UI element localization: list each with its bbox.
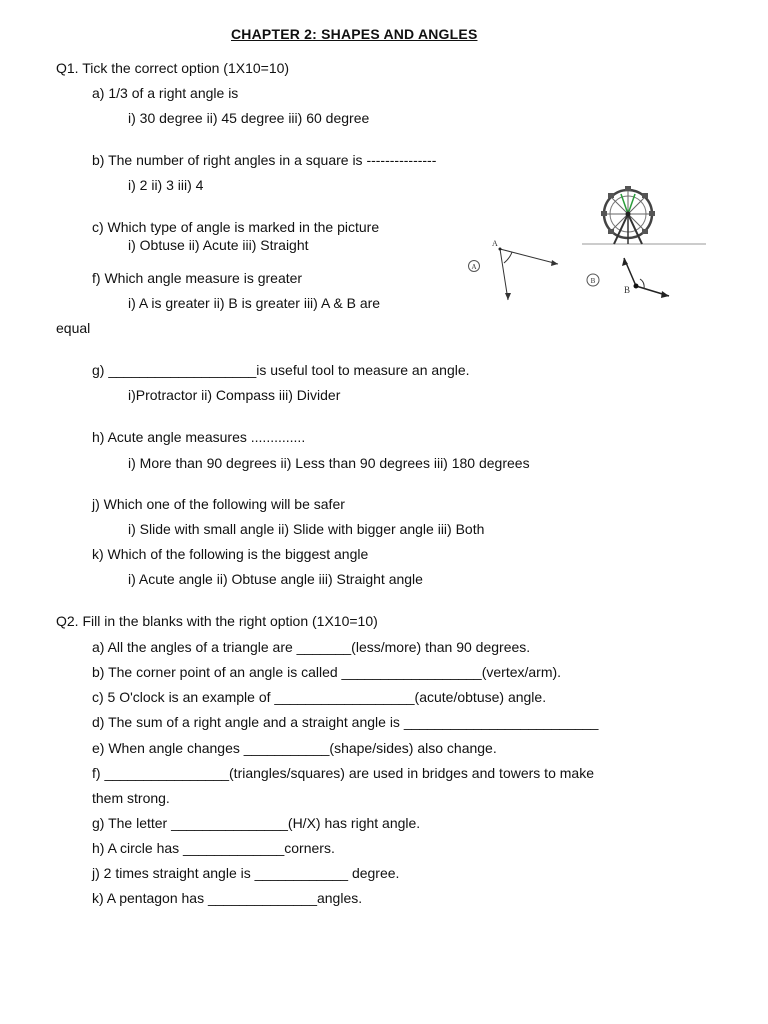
q1-j-options: i) Slide with small angle ii) Slide with bigger angle iii) Both — [128, 521, 485, 537]
q1-b-options: i) 2 ii) 3 iii) 4 — [128, 177, 204, 193]
q2-f-cont: them strong. — [92, 790, 170, 806]
q2-a: a) All the angles of a triangle are _______(less/more) than 90 degrees. — [92, 639, 531, 655]
q1-b-question: b) The number of right angles in a square is --------------- — [92, 152, 437, 168]
q1-h-question: h) Acute angle measures .............. — [92, 429, 306, 445]
q1-a-question: a) 1/3 of a right angle is — [92, 85, 239, 101]
q2-e: e) When angle changes ___________(shape/sides) also change. — [92, 740, 497, 756]
q1-k-question: k) Which of the following is the biggest angle — [92, 546, 369, 562]
angle-a-figure — [464, 236, 564, 306]
q2-f: f) ________________(triangles/squares) are used in bridges and towers to make — [92, 765, 594, 781]
q1-f-options-cont: equal — [56, 320, 91, 336]
q1-h-options: i) More than 90 degrees ii) Less than 90 degrees iii) 180 degrees — [128, 455, 530, 471]
q2-heading: Q2. Fill in the blanks with the right option (1X10=10) — [56, 613, 378, 629]
q1-k-options: i) Acute angle ii) Obtuse angle iii) Straight angle — [128, 571, 423, 587]
page-title: CHAPTER 2: SHAPES AND ANGLES — [231, 26, 478, 42]
q1-j-question: j) Which one of the following will be safer — [92, 496, 345, 512]
q1-heading: Q1. Tick the correct option (1X10=10) — [56, 60, 290, 76]
q2-c: c) 5 O'clock is an example of __________________(acute/obtuse) angle. — [92, 689, 547, 705]
q2-j: j) 2 times straight angle is ____________ degree. — [92, 865, 400, 881]
q1-g-question: g) ___________________is useful tool to measure an angle. — [92, 362, 470, 378]
q2-k: k) A pentagon has ______________angles. — [92, 890, 363, 906]
q2-d: d) The sum of a right angle and a straight angle is _________________________ — [92, 714, 599, 730]
q1-f-question: f) Which angle measure is greater — [92, 270, 303, 286]
q1-c-options: i) Obtuse ii) Acute iii) Straight — [128, 237, 309, 253]
ferris-wheel-figure — [582, 184, 706, 248]
angle-a-circle-label: A — [471, 263, 477, 271]
q1-a-options: i) 30 degree ii) 45 degree iii) 60 degree — [128, 110, 370, 126]
q2-g: g) The letter _______________(H/X) has right angle. — [92, 815, 421, 831]
angle-b-figure — [584, 254, 674, 304]
angle-b-circle-label: B — [590, 277, 596, 285]
q2-h: h) A circle has _____________corners. — [92, 840, 335, 856]
q1-f-options: i) A is greater ii) B is greater iii) A & B are — [128, 295, 381, 311]
angle-a-vertex-label: A — [492, 239, 498, 248]
q2-b: b) The corner point of an angle is called __________________(vertex/arm). — [92, 664, 562, 680]
q1-g-options: i)Protractor ii) Compass iii) Divider — [128, 387, 341, 403]
angle-b-vertex-label: B — [624, 285, 631, 295]
q1-c-question: c) Which type of angle is marked in the picture — [92, 219, 380, 235]
